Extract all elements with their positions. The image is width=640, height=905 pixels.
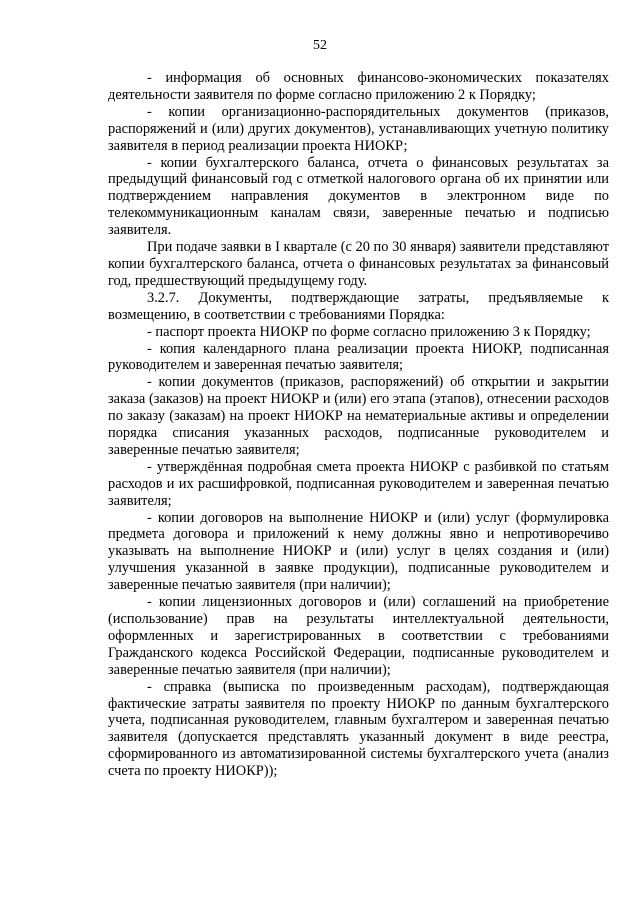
paragraph-financial-info: - информация об основных финансово-экономических показателях деятельности заявителя по форме согласно приложению 2 к Порядку; xyxy=(108,70,609,103)
paragraph-cost-estimate: - утверждённая подробная смета проекта НИОКР с разбивкой по статьям расходов и их расшифровкой, подписанная руководителем и заверенная печатью заявителя; xyxy=(108,458,609,509)
paragraph-license-agreements: - копии лицензионных договоров и (или) соглашений на приобретение (использование) прав на результаты интеллектуальной деятельности, оформленных и зарегистрированных в соответствии с требованиями Гражданского кодекса Российской Федерации, подписанные руководителем и заверенные печатью заявителя (при наличии); xyxy=(108,594,609,678)
document-body xyxy=(108,70,609,780)
paragraph-order-documents: - копии документов (приказов, распоряжений) об открытии и закрытии заказа (заказов) на проект НИОКР и (или) его этапа (этапов), отнесении расходов по заказу (заказам) на проект НИОКР на нематериальные активы и определении порядка списания указанных расходов, подписанные руководителем и заверенные печатью заявителя; xyxy=(108,374,609,458)
page-number: 52 xyxy=(313,38,327,53)
paragraph-contracts: - копии договоров на выполнение НИОКР и (или) услуг (формулировка предмета договора и приложений к нему должны явно и непротиворечиво указывать на выполнение НИОКР и (или) услуг в целях создания и (или) улучшения указанной в заявке продукции), подписанные руководителем и заверенные печатью заявителя (при наличии); xyxy=(108,509,609,594)
paragraph-calendar-plan: - копия календарного плана реализации проекта НИОКР, подписанная руководителем и заверенная печатью заявителя; xyxy=(108,340,609,374)
paragraph-first-quarter: При подаче заявки в I квартале (с 20 по 30 января) заявители представляют копии бухгалтерского баланса, отчета о финансовых результатах за финансовый год, предшествующий предыдущему году. xyxy=(108,239,609,289)
paragraph-expense-statement: - справка (выписка по произведенным расходам), подтверждающая фактические затраты заявителя по проекту НИОКР по данным бухгалтерского учета, подписанная руководителем, главным бухгалтером и заверенная печатью заявителя (допускается представлять указанный документ в виде реестра, сформированного из автоматизированной системы бухгалтерского учета (анализ счета по проекту НИОКР)); xyxy=(108,678,609,780)
paragraph-accounting-policy: - копии организационно-распорядительных документов (приказов, распоряжений и (или) других документов), устанавливающих учетную политику заявителя в период реализации проекта НИОКР; xyxy=(108,103,609,154)
paragraph-project-passport: - паспорт проекта НИОКР по форме согласно приложению 3 к Порядку; xyxy=(147,323,591,340)
section-heading-3-2-7: 3.2.7. Документы, подтверждающие затраты, предъявляемые к возмещению, в соответствии с требованиями Порядка: xyxy=(108,289,609,323)
paragraph-balance-sheet: - копии бухгалтерского баланса, отчета о финансовых результатах за предыдущий финансовый год с отметкой налогового органа об их принятии или подтверждением направления документов в электронном виде по телекоммуникационным каналам связи, заверенные печатью и подписью заявителя. xyxy=(108,154,609,239)
